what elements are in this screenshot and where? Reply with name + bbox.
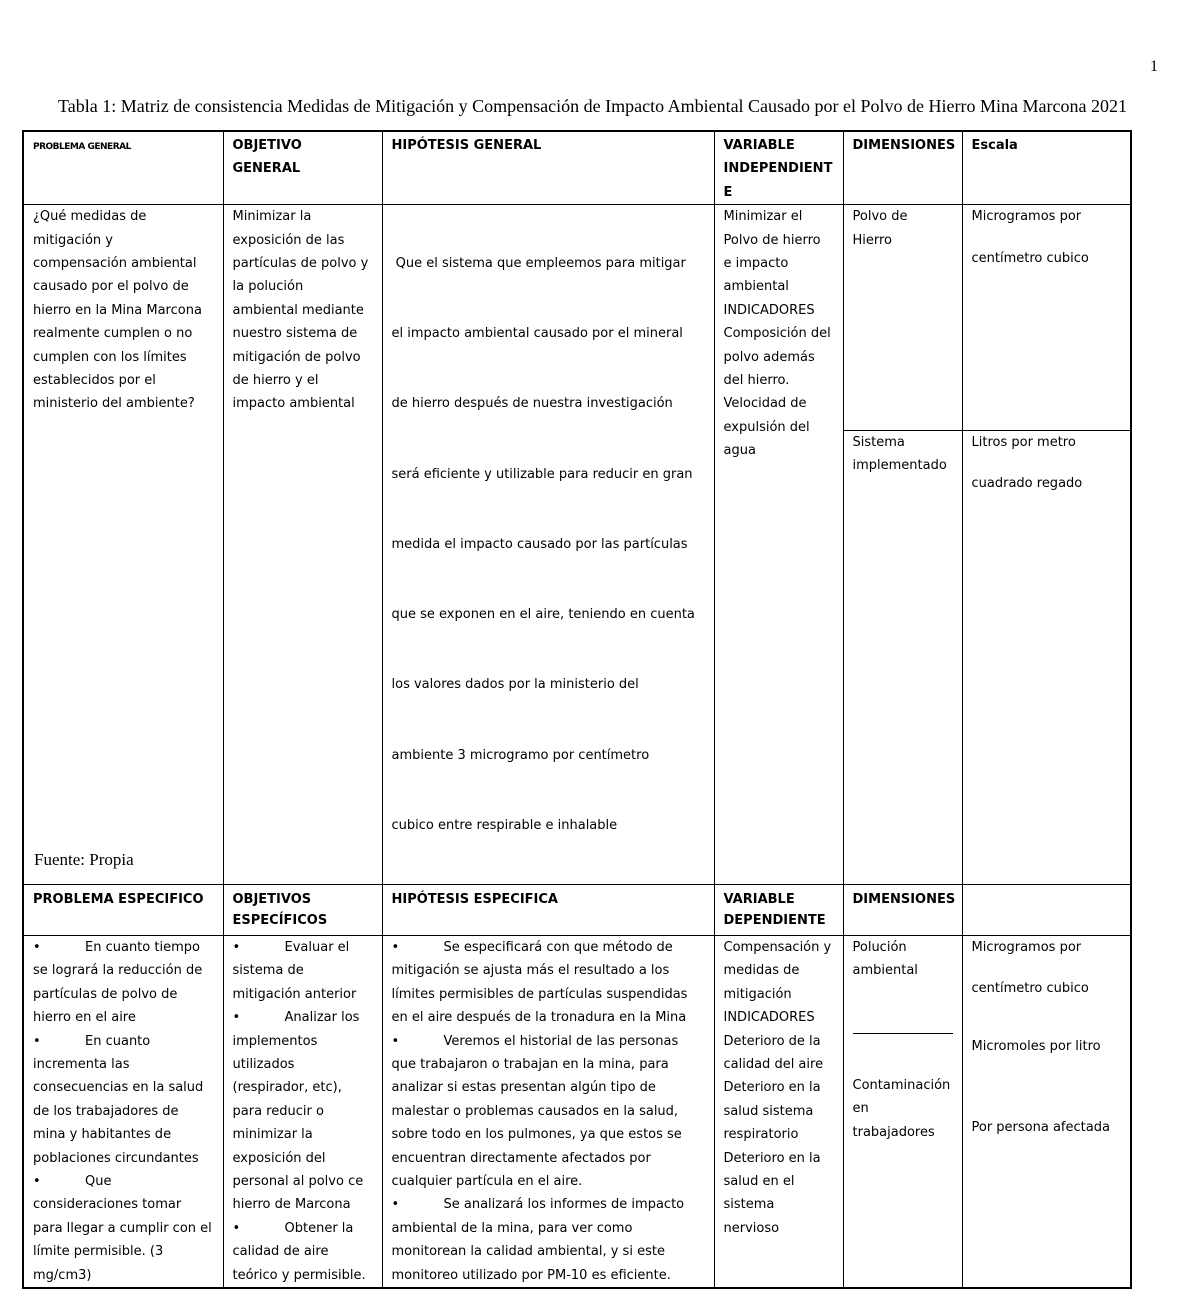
hipotesis-especifica-cell: • Se especificará con que método de mitigación se ajusta más el resultado a los límites permisibles de partículas suspendidas en el aire después de la tronadura en la Mina • Veremos el historial de las personas que trabajaron o trabajan en la mina, para analizar si estas presentan algún tipo de malestar o problemas causados en la salud, sobre todo en los pulmones, ya que estos se encuentran directamente afectados por cualquier partícula en el aire. • Se analizará los informes de impacto ambiental de la mina, para ver como monitorean la calidad ambiental, y si este monitoreo utilizado por PM-10 es eficiente. <box>382 936 714 1289</box>
list-item: • En cuanto <box>33 1033 151 1049</box>
list-item: • Veremos el historial de las personas <box>391 1033 679 1049</box>
source-note: Fuente: Propia <box>34 850 134 869</box>
header-objetivo-general: OBJETIVO GENERAL <box>223 131 382 205</box>
dimensiones-especificas-cell: Polución ambiental Contaminación en trabajadores <box>843 936 962 1289</box>
header-hipotesis-general: HIPÓTESIS GENERAL <box>382 131 714 205</box>
variable-dependiente-cell: Compensación y medidas de mitigación INDICADORES Deterioro de la calidad del aire Deterioro en la salud sistema respiratorio Deterioro en la salud en el sistema nervioso <box>714 936 843 1289</box>
specific-header-row <box>23 885 1131 936</box>
variable-independiente-cell: Minimizar el Polvo de hierro e impacto ambiental INDICADORES Composición del polvo además del hierro. Velocidad de expulsión del agua <box>714 205 843 885</box>
hipotesis-general-cell: Que el sistema que empleemos para mitigar el impacto ambiental causado por el mineral de hierro después de nuestra investigación será eficiente y utilizable para reducir en gran medida el impacto causado por las partículas que se exponen en el aire, teniendo en cuenta los valores dados por la ministerio del ambiente 3 microgramo por centímetro cubico entre respirable e inhalable <box>382 205 714 885</box>
header-variable-dependiente: VARIABLE DEPENDIENTE <box>714 885 843 936</box>
dimension-polvo-hierro-cell: Polvo de Hierro <box>843 205 962 431</box>
page-number: 1 <box>1150 58 1158 75</box>
specific-content-row <box>23 936 1131 1289</box>
header-variable-independiente: VARIABLE INDEPENDIENT E <box>714 131 843 205</box>
header-problema-general: PROBLEMA GENERAL <box>23 131 223 205</box>
list-item: • Analizar los <box>232 1010 360 1026</box>
consistency-matrix-table <box>22 130 1132 1289</box>
header-escala: Escala <box>962 131 1131 205</box>
problema-general-cell: ¿Qué medidas de mitigación y compensación ambiental causado por el polvo de hierro en la Mina Marcona realmente cumplen o no cumplen con los límites establecidos por el ministerio del ambiente? <box>23 205 223 885</box>
escala-litros-cell: Litros por metro cuadrado regado <box>962 430 1131 884</box>
list-item: • En cuanto tiempo <box>33 940 200 955</box>
problema-especifico-cell: • En cuanto tiempo se logrará la reducción de partículas de polvo de hierro en el aire • En cuanto incrementa las consecuencias en la salud de los trabajadores de mina y habitantes de poblaciones circundantes • Que consideraciones tomar para llegar a cumplir con el límite permisible. (3 mg/cm3) <box>23 936 223 1289</box>
objetivos-especificos-cell: • Evaluar el sistema de mitigación anterior • Analizar los implementos utilizados (respirador, etc), para reducir o minimizar la exposición del personal al polvo ce hierro de Marcona • Obtener la calidad de aire teórico y permisible. <box>223 936 382 1289</box>
escala-microgramos-cell: Microgramos por centímetro cubico <box>962 205 1131 431</box>
list-item: • Evaluar el <box>232 940 350 955</box>
header-dimensiones: DIMENSIONES <box>843 131 962 205</box>
escala-especifica-cell: Microgramos por centímetro cubico Micromoles por litro Por persona afectada <box>962 936 1131 1289</box>
general-content-row <box>23 205 1131 431</box>
divider-line <box>853 1023 953 1034</box>
header-objetivos-especificos: OBJETIVOS ESPECÍFICOS <box>223 885 382 936</box>
header-dimensiones-especificas: DIMENSIONES <box>843 885 962 936</box>
list-item: • Se analizará los informes de impacto <box>391 1197 685 1213</box>
table-caption: Tabla 1: Matriz de consistencia Medidas de Mitigación y Compensación de Impacto Ambiental Causado por el Polvo de Hierro Mina Marcona 2021 <box>58 96 1127 116</box>
header-escala-empty <box>962 885 1131 936</box>
objetivo-general-cell: Minimizar la exposición de las partículas de polvo y la polución ambiental mediante nuestro sistema de mitigación de polvo de hierro y el impacto ambiental <box>223 205 382 885</box>
list-item: • Se especificará con que método de <box>391 940 673 955</box>
header-problema-especifico: PROBLEMA ESPECIFICO <box>23 885 223 936</box>
header-hipotesis-especifica: HIPÓTESIS ESPECIFICA <box>382 885 714 936</box>
general-header-row <box>23 131 1131 205</box>
list-item: • Obtener la <box>232 1220 354 1236</box>
list-item: • Que <box>33 1174 112 1190</box>
dimension-sistema-cell: Sistema implementado <box>843 430 962 884</box>
